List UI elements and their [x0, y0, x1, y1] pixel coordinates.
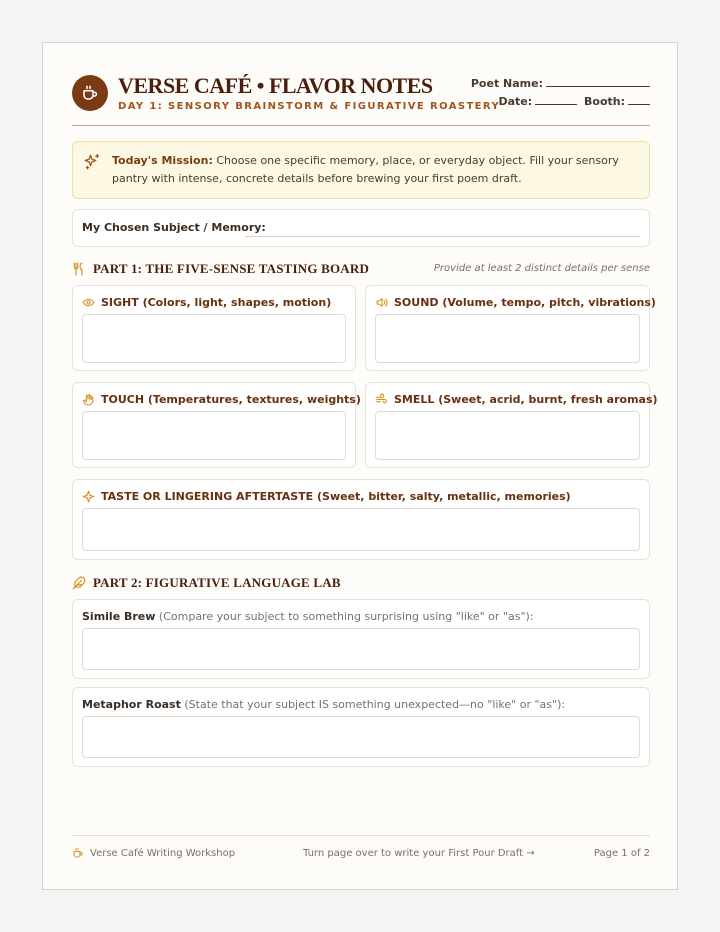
taste-label: TASTE OR LINGERING AFTERTASTE (Sweet, bitter, salty, metallic, memories) [101, 489, 571, 503]
mission-label: Today's Mission: [112, 154, 213, 167]
speaker-icon [375, 296, 388, 309]
part1-title: PART 1: THE FIVE-SENSE TASTING BOARD [93, 261, 370, 276]
wind-icon [375, 393, 388, 406]
poet-name-label: Poet Name: [470, 77, 543, 90]
part1-heading [72, 260, 650, 278]
touch-answer-box[interactable] [82, 411, 346, 460]
metaphor-prompt [82, 698, 565, 711]
poet-name-field[interactable] [546, 77, 650, 87]
poet-info [471, 77, 650, 112]
subject-label: My Chosen Subject / Memory: [82, 221, 266, 234]
sense-card-smell [365, 382, 658, 468]
taste-answer-box[interactable] [82, 508, 640, 551]
simile-prompt [82, 610, 534, 623]
sound-label: SOUND (Volume, tempo, pitch, vibrations) [394, 295, 656, 309]
sound-answer-box[interactable] [375, 314, 640, 363]
part2-title: PART 2: FIGURATIVE LANGUAGE LAB [93, 575, 341, 590]
footer [72, 846, 650, 862]
simile-answer-box[interactable] [82, 628, 640, 670]
date-field[interactable] [535, 95, 577, 105]
mission-box [72, 141, 650, 199]
booth-label: Booth: [584, 95, 625, 108]
footer-divider [72, 835, 650, 836]
sense-card-sound [365, 285, 656, 371]
simile-label: Simile Brew [82, 610, 156, 623]
utensils-icon [72, 261, 86, 280]
subject-input-line[interactable] [245, 236, 640, 237]
simile-hint: (Compare your subject to something surprising using "like" or "as"): [155, 610, 534, 623]
header-divider [72, 125, 650, 126]
mission-text [112, 152, 632, 188]
footer-instruction: Turn page over to write your First Pour Draft → [303, 848, 535, 859]
date-label: Date: [498, 95, 533, 108]
smell-answer-box[interactable] [375, 411, 640, 460]
mission-description: Choose one specific memory, place, or everyday object. Fill your sensory pantry with intense, concrete details before brewing your first poem draft. [112, 154, 619, 185]
page-subtitle: DAY 1: SENSORY BRAINSTORM & FIGURATIVE ROASTERY [118, 101, 501, 112]
metaphor-card [72, 687, 650, 767]
metaphor-label: Metaphor Roast [82, 698, 181, 711]
booth-field[interactable] [628, 95, 650, 105]
sight-answer-box[interactable] [82, 314, 346, 363]
sense-card-taste [72, 479, 650, 560]
eye-icon [82, 296, 95, 309]
sense-card-sight [72, 285, 356, 371]
sparkle-icon [82, 490, 95, 503]
coffee-cup-icon [72, 847, 84, 859]
page-number: Page 1 of 2 [593, 848, 650, 859]
page-title: VERSE CAFÉ • FLAVOR NOTES [118, 73, 433, 98]
subject-field-box [72, 209, 650, 247]
coffee-cup-icon [72, 75, 108, 111]
sparkle-icon [83, 153, 101, 175]
worksheet-page [42, 42, 678, 890]
sense-card-touch [72, 382, 361, 468]
simile-card [72, 599, 650, 679]
footer-workshop-name: Verse Café Writing Workshop [90, 847, 236, 859]
sight-label: SIGHT (Colors, light, shapes, motion) [101, 295, 332, 309]
part1-note: Provide at least 2 distinct details per sense [433, 263, 650, 274]
feather-icon [72, 575, 86, 594]
hand-icon [82, 393, 95, 406]
smell-label: SMELL (Sweet, acrid, burnt, fresh aromas) [394, 392, 658, 406]
part2-heading [72, 574, 650, 592]
metaphor-hint: (State that your subject IS something unexpected—no "like" or "as"): [180, 698, 566, 711]
metaphor-answer-box[interactable] [82, 716, 640, 758]
touch-label: TOUCH (Temperatures, textures, weights) [101, 392, 361, 406]
header [72, 73, 650, 127]
